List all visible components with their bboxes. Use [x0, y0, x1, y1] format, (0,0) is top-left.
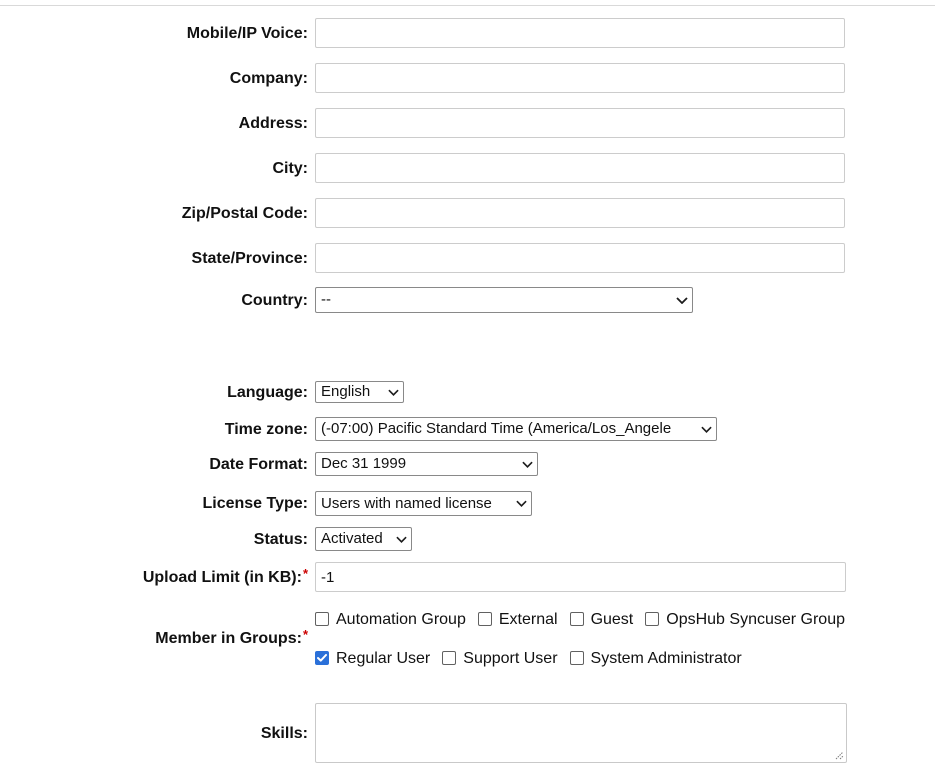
city-label: City:	[272, 159, 308, 177]
checkbox-item-system-administrator	[570, 649, 742, 668]
checkbox-item-external	[478, 610, 558, 629]
checkbox-label: Automation Group	[336, 610, 466, 628]
skills-textarea[interactable]	[315, 703, 847, 763]
address-input[interactable]	[315, 108, 845, 138]
row-skills	[0, 703, 935, 763]
checkbox-item-guest	[570, 610, 634, 629]
row-mobile-ip-voice	[0, 18, 935, 48]
date-format-label: Date Format:	[209, 455, 308, 473]
license-type-select[interactable]	[315, 491, 532, 516]
mobile-ip-voice-label: Mobile/IP Voice:	[186, 24, 308, 42]
row-city	[0, 153, 935, 183]
row-timezone	[0, 417, 935, 441]
zip-postal-code-input[interactable]	[315, 198, 845, 228]
user-profile-form	[0, 18, 935, 763]
checkbox-opshub-syncuser-group[interactable]	[645, 612, 659, 626]
chevron-down-icon	[701, 426, 712, 433]
checkbox-item-support-user	[442, 649, 557, 668]
upload-limit-label	[0, 565, 308, 587]
row-company	[0, 63, 935, 93]
required-asterisk: *	[302, 627, 308, 642]
state-province-label: State/Province:	[191, 249, 308, 267]
checkbox-label: Support User	[463, 649, 558, 667]
timezone-select-value: (-07:00) Pacific Standard Time (America/Los_Angele	[321, 420, 672, 437]
upload-limit-label-text: Upload Limit (in KB):	[142, 568, 302, 586]
row-country	[0, 287, 935, 313]
date-format-select-value: Dec 31 1999	[321, 455, 407, 472]
member-groups-checkbox-group	[315, 609, 857, 668]
row-license-type	[0, 491, 935, 516]
upload-limit-input[interactable]	[315, 562, 846, 592]
timezone-select[interactable]	[315, 417, 717, 441]
company-input[interactable]	[315, 63, 845, 93]
language-label: Language:	[227, 383, 308, 401]
language-select[interactable]	[315, 381, 404, 403]
checkbox-item-regular-user	[315, 649, 430, 668]
checkbox-guest[interactable]	[570, 612, 584, 626]
status-label: Status:	[253, 530, 308, 548]
row-upload-limit	[0, 562, 935, 592]
city-input[interactable]	[315, 153, 845, 183]
checkbox-label: Regular User	[336, 649, 431, 667]
checkbox-automation-group[interactable]	[315, 612, 329, 626]
checkbox-label: External	[498, 610, 558, 628]
row-language	[0, 381, 935, 403]
chevron-down-icon	[388, 389, 399, 396]
checkbox-regular-user[interactable]	[315, 651, 329, 665]
required-asterisk: *	[302, 565, 308, 581]
status-select[interactable]	[315, 527, 412, 551]
country-select-value: --	[321, 291, 331, 308]
row-state-province	[0, 243, 935, 273]
checkbox-label: System Administrator	[590, 649, 742, 667]
chevron-down-icon	[396, 536, 407, 543]
date-format-select[interactable]	[315, 452, 538, 476]
member-groups-label-text: Member in Groups:	[155, 630, 302, 647]
country-label: Country:	[241, 291, 308, 309]
row-status	[0, 527, 935, 551]
address-label: Address:	[238, 114, 308, 132]
check-icon	[317, 654, 327, 662]
chevron-down-icon	[522, 461, 533, 468]
member-groups-row-2	[315, 648, 857, 668]
mobile-ip-voice-input[interactable]	[315, 18, 845, 48]
status-select-value: Activated	[321, 530, 383, 547]
member-groups-row-1	[315, 609, 857, 629]
state-province-input[interactable]	[315, 243, 845, 273]
license-type-label: License Type:	[202, 495, 308, 512]
language-select-value: English	[321, 383, 371, 400]
member-groups-label	[0, 629, 308, 648]
checkbox-label: OpsHub Syncuser Group	[666, 610, 845, 628]
license-type-select-value: Users with named license	[321, 494, 492, 512]
checkbox-item-opshub-syncuser-group	[645, 610, 845, 629]
zip-postal-code-label: Zip/Postal Code:	[181, 204, 308, 222]
row-member-groups	[0, 609, 935, 668]
row-address	[0, 108, 935, 138]
checkbox-external[interactable]	[478, 612, 492, 626]
timezone-label: Time zone:	[224, 420, 308, 438]
company-label: Company:	[229, 69, 308, 87]
top-divider	[0, 5, 935, 6]
row-date-format	[0, 452, 935, 476]
chevron-down-icon	[516, 500, 527, 507]
chevron-down-icon	[676, 297, 688, 304]
checkbox-system-administrator[interactable]	[570, 651, 584, 665]
country-select[interactable]	[315, 287, 693, 313]
checkbox-label: Guest	[590, 610, 634, 628]
checkbox-support-user[interactable]	[442, 651, 456, 665]
checkbox-item-automation-group	[315, 610, 466, 629]
skills-label: Skills:	[260, 724, 308, 742]
skills-textarea-wrap	[315, 703, 847, 763]
row-zip-postal-code	[0, 198, 935, 228]
